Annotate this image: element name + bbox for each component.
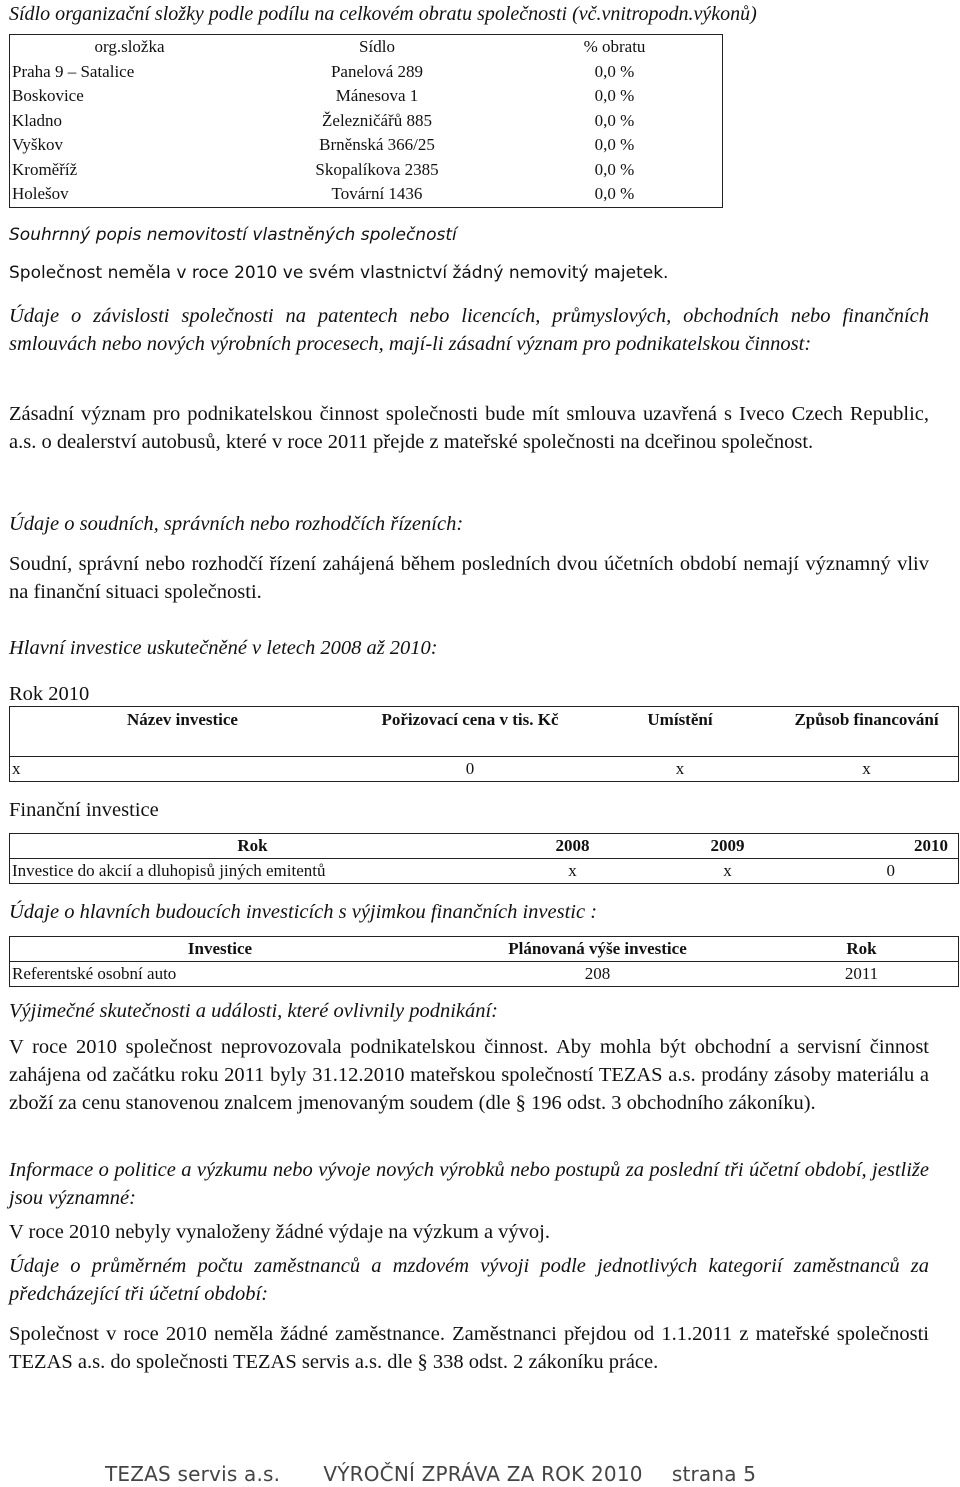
table-cell: Referentské osobní auto <box>12 964 177 983</box>
header-cell: Rok <box>765 937 959 962</box>
future-investments-table <box>9 936 959 987</box>
table-cell: 208 <box>584 964 611 983</box>
table-row <box>10 757 959 782</box>
table-row <box>10 109 723 134</box>
table-cell: x <box>568 861 577 880</box>
table-cell: 0,0 % <box>594 184 635 204</box>
table-cell: Vyškov <box>12 135 64 155</box>
table-cell: 0,0 % <box>594 159 635 179</box>
table-cell: 0,0 % <box>594 110 635 130</box>
header-cell: Sídlo <box>359 37 395 57</box>
employees-heading: Údaje o průměrném počtu zaměstnanců a mzdovém vývoji podle jednotlivých kategorií zaměstnanců za předcházející tři účetní období: <box>9 1255 929 1305</box>
footer-report-title: VÝROČNÍ ZPRÁVA ZA ROK 2010 <box>323 1462 643 1486</box>
table-cell: Kladno <box>12 110 63 130</box>
header-cell: 2009 <box>650 834 805 859</box>
table-cell: Skopalíkova 2385 <box>315 159 439 179</box>
table-cell: Investice do akcií a dluhopisů jiných emitentů <box>12 861 326 880</box>
header-cell: Plánovaná výše investice <box>430 937 765 962</box>
table-row <box>10 158 723 183</box>
employees-text: Společnost v roce 2010 neměla žádné zaměstnance. Zaměstnanci přejdou od 1.1.2011 z mateřské společnosti TEZAS a.s. do společnosti TEZAS servis a.s. dle § 338 odst. 2 zákoníku práce. <box>9 1323 929 1373</box>
header-cell: 2008 <box>495 834 650 859</box>
header-cell: 2010 <box>805 834 959 859</box>
org-section-title: Sídlo organizační složky podle podílu na celkovém obratu společnosti (vč.vnitropodn.výkonů) <box>9 3 757 25</box>
future-table-header <box>10 937 959 962</box>
org-table <box>9 34 723 208</box>
investments-table-header <box>10 707 959 757</box>
table-row <box>10 182 723 207</box>
header-cell: Název investice <box>10 707 356 757</box>
table-cell: x <box>675 759 685 778</box>
investments-heading: Hlavní investice uskutečněné v letech 2008 až 2010: <box>9 637 438 659</box>
research-text: V roce 2010 nebyly vynaloženy žádné výdaje na výzkum a vývoj. <box>9 1221 550 1243</box>
research-heading: Informace o politice a výzkumu nebo vývoje nových výrobků nebo postupů za poslední tři účetní období, jestliže jsou významné: <box>9 1159 929 1209</box>
property-text: Společnost neměla v roce 2010 ve svém vlastnictví žádný nemovitý majetek. <box>9 263 669 283</box>
financial-investments-table <box>9 833 959 884</box>
table-cell: Brněnská 366/25 <box>319 135 435 155</box>
header-cell: Investice <box>10 937 431 962</box>
table-row <box>10 133 723 158</box>
header-cell: Pořizovací cena v tis. Kč <box>355 707 585 757</box>
future-investments-heading: Údaje o hlavních budoucích investicích s výjimkou finančních investic : <box>9 901 598 923</box>
table-cell: 0,0 % <box>594 61 635 81</box>
table-cell: Boskovice <box>12 86 84 106</box>
table-row <box>10 859 959 884</box>
table-cell: Kroměříž <box>12 159 78 179</box>
table-cell: Praha 9 – Satalice <box>12 61 135 81</box>
table-cell: 0 <box>465 759 475 778</box>
events-heading: Výjimečné skutečnosti a události, které ovlivnily podnikání: <box>9 1000 499 1022</box>
table-cell: Tovární 1436 <box>331 184 423 204</box>
financial-table-header <box>10 834 959 859</box>
footer-page-label: strana <box>671 1462 737 1486</box>
table-cell: x <box>723 861 732 880</box>
property-heading: Souhrnný popis nemovitostí vlastněných společností <box>9 225 457 245</box>
court-heading: Údaje o soudních, správních nebo rozhodčích řízeních: <box>9 513 464 535</box>
table-row <box>10 962 959 987</box>
table-row <box>10 84 723 109</box>
financial-investments-label: Finanční investice <box>9 799 159 821</box>
investments-year-label: Rok 2010 <box>9 683 90 705</box>
header-cell: % obratu <box>583 37 646 57</box>
table-cell: x <box>12 759 21 778</box>
table-cell: Panelová 289 <box>330 61 424 81</box>
table-cell: 2011 <box>844 964 879 983</box>
footer-company: TEZAS servis a.s. <box>105 1462 281 1486</box>
events-text: V roce 2010 společnost neprovozovala podnikatelskou činnost. Aby mohla být obchodní a servisní činnost zahájena od začátku roku 2011 byly 31.12.2010 mateřskou společností TEZAS a.s. prodány zásoby materiálu a zboží za cenu stanovenou znalcem jmenovaným soudem (dle § 196 odst. 3 obchodního zákoníku). <box>9 1036 929 1114</box>
investments-table <box>9 706 959 782</box>
table-cell: 0,0 % <box>594 135 635 155</box>
table-row <box>10 60 723 85</box>
header-cell: Rok <box>10 834 496 859</box>
table-cell: Mánesova 1 <box>335 86 419 106</box>
patents-text: Zásadní význam pro podnikatelskou činnost společnosti bude mít smlouva uzavřená s Iveco Czech Republic, a.s. o dealerství autobusů, které v roce 2011 přejde z mateřské společnosti na dceřinou společnost. <box>9 403 929 453</box>
table-cell: 0,0 % <box>594 86 635 106</box>
table-cell: Železničářů 885 <box>322 110 432 130</box>
table-cell: Holešov <box>12 184 69 204</box>
org-table-header <box>10 35 723 60</box>
header-cell: org.složka <box>94 37 165 57</box>
page-footer <box>105 1462 756 1486</box>
table-cell: x <box>862 759 871 778</box>
header-cell: Způsob financování <box>775 707 959 757</box>
table-cell: 0 <box>886 861 895 880</box>
patents-heading: Údaje o závislosti společnosti na patentech nebo licencích, průmyslových, obchodních nebo finančních smlouvách nebo nových výrobních procesech, mají-li zásadní význam pro podnikatelskou činnost: <box>9 305 929 355</box>
court-text: Soudní, správní nebo rozhodčí řízení zahájená během posledních dvou účetních období nemají významný vliv na finanční situaci společnosti. <box>9 553 929 603</box>
footer-page-number: 5 <box>743 1462 757 1486</box>
header-cell: Umístění <box>585 707 775 757</box>
